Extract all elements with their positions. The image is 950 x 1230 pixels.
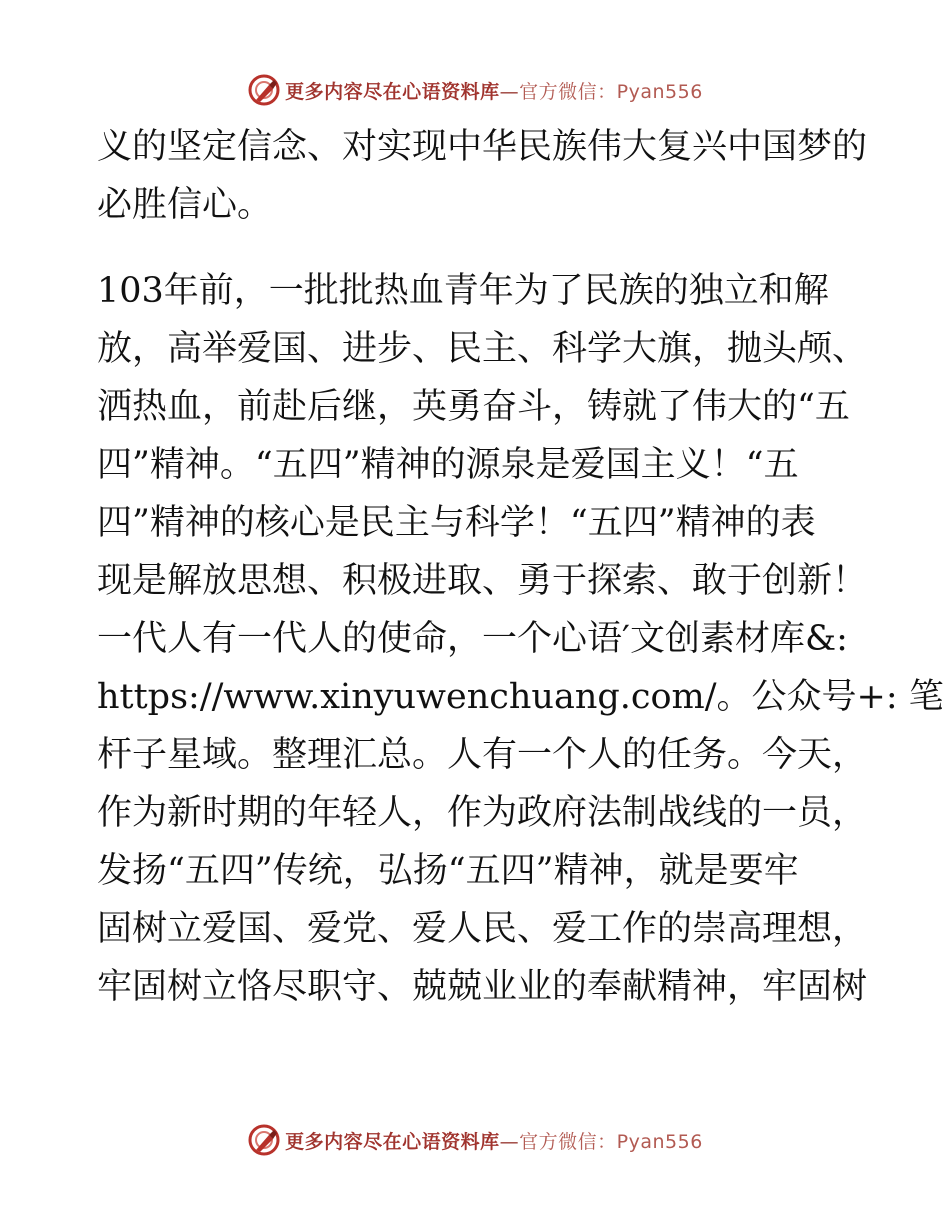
paragraph-1 — [97, 118, 868, 234]
text-line: 发扬“五四”传统，弘扬“五四”精神，就是要牢 — [97, 851, 799, 891]
text-line-url: https://www.xinyuwenchuang.com/。公众号+: 笔 — [97, 677, 944, 717]
text-line: 现是解放思想、积极进取、勇于探索、敢于创新！ — [97, 561, 868, 601]
text-line: 四”精神的核心是民主与科学！“五四”精神的表 — [97, 503, 816, 543]
document-body — [97, 118, 944, 1016]
header-watermark-banner — [0, 70, 950, 110]
paragraph-spacer — [97, 234, 857, 262]
footer-watermark-banner — [0, 1120, 950, 1160]
text-line: 义的坚定信念、对实现中华民族伟大复兴中国梦的 — [97, 127, 868, 167]
text-line: 一代人有一代人的使命，一个心语′文创素材库&: — [97, 619, 848, 659]
text-line: 放，高举爱国、进步、民主、科学大旗，抛头颅、 — [97, 329, 868, 369]
footer-wechat-text: 官方微信：Pyan556 — [519, 1130, 703, 1153]
text-line: 作为新时期的年轻人，作为政府法制战线的一员， — [97, 793, 868, 833]
footer-separator: — — [499, 1130, 520, 1153]
paragraph-2 — [97, 262, 944, 1016]
text-line: 洒热血，前赴后继，英勇奋斗，铸就了伟大的“五 — [97, 387, 850, 427]
header-library-text: 更多内容尽在心语资料库 — [285, 80, 500, 103]
text-line: 固树立爱国、爱党、爱人民、爱工作的崇高理想， — [97, 909, 868, 949]
text-line: 杆子星域。整理汇总。人有一个人的任务。今天， — [97, 735, 868, 775]
text-line: 四”精神。“五四”精神的源泉是爱国主义！“五 — [97, 445, 799, 485]
header-separator: — — [499, 80, 520, 103]
footer-library-text: 更多内容尽在心语资料库 — [285, 1130, 500, 1153]
header-watermark-text — [285, 77, 703, 104]
pen-logo-icon — [247, 73, 281, 107]
text-line: 必胜信心。 — [97, 185, 273, 225]
header-wechat-text: 官方微信：Pyan556 — [519, 80, 703, 103]
text-line: 103年前，一批批热血青年为了民族的独立和解 — [97, 271, 829, 311]
footer-watermark-text — [285, 1127, 703, 1154]
pen-logo-icon — [247, 1123, 281, 1157]
text-line: 牢固树立恪尽职守、兢兢业业的奉献精神，牢固树 — [97, 967, 868, 1007]
